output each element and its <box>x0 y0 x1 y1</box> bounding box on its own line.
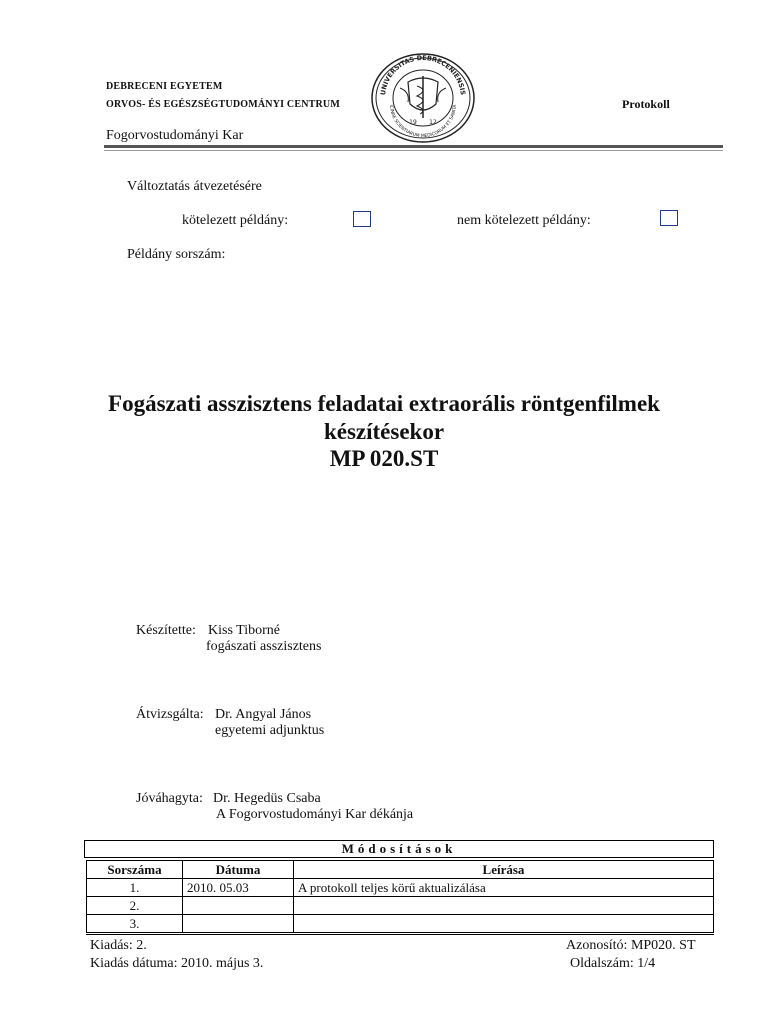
seal-inner-text: ICINAE SCIENTIARUM MEDICORUM ET SANITA <box>387 104 459 140</box>
university-name: DEBRECENI EGYETEM <box>106 81 223 92</box>
header-divider-thin <box>104 150 723 151</box>
table-row <box>87 879 714 897</box>
document-identifier: Azonosító: MP020. ST <box>566 938 696 953</box>
row-description <box>294 897 714 915</box>
document-code: MP 020.ST <box>329 446 439 471</box>
row-number: 3. <box>87 915 183 933</box>
approved-name: Dr. Hegedüs Csaba <box>213 791 321 806</box>
table-row <box>87 915 714 933</box>
column-header: Leírása <box>294 861 714 879</box>
optional-label: nem kötelezett példány: <box>457 213 591 228</box>
prepared-name: Kiss Tiborné <box>208 623 280 638</box>
column-header: Dátuma <box>183 861 294 879</box>
reviewed-name: Dr. Angyal János <box>215 707 312 722</box>
table-row <box>87 897 714 915</box>
centre-name: ORVOS- ÉS EGÉSZSÉGTUDOMÁNYI CENTRUM <box>106 99 340 110</box>
seal-year-right: 12 <box>429 119 437 126</box>
document-title-line2: készítésekor <box>323 419 445 444</box>
row-date <box>183 897 294 915</box>
seal-outer-text: UNIVERSITAS DEBRECENIENSIS <box>379 53 467 96</box>
reviewed-label: Átvizsgálta: <box>136 707 204 722</box>
reviewed-role: egyetemi adjunktus <box>215 723 325 738</box>
document-title-line1: Fogászati asszisztens feladatai extraorális röntgenfilmek <box>108 391 660 416</box>
modifications-table <box>86 860 714 933</box>
row-date <box>183 915 294 933</box>
row-description <box>294 915 714 933</box>
page-number: Oldalszám: 1/4 <box>570 956 656 971</box>
approved-role: A Fogorvostudományi Kar dékánja <box>216 807 414 822</box>
mandatory-checkbox[interactable] <box>353 211 371 227</box>
prepared-role: fogászati asszisztens <box>206 639 322 654</box>
row-description: A protokoll teljes körű aktualizálása <box>294 879 714 897</box>
row-date: 2010. 05.03 <box>183 879 294 897</box>
optional-checkbox[interactable] <box>660 210 678 226</box>
prepared-label: Készítette: <box>136 623 196 638</box>
faculty-name: Fogorvostudományi Kar <box>106 128 244 143</box>
change-heading: Változtatás átvezetésére <box>127 179 262 194</box>
table-header-row <box>87 861 714 879</box>
header-divider <box>104 145 723 148</box>
edition-date: Kiadás dátuma: 2010. május 3. <box>90 956 264 971</box>
modifications-title: Módosítások <box>84 840 714 858</box>
column-header: Sorszáma <box>87 861 183 879</box>
doc-type: Protokoll <box>622 97 670 111</box>
approved-label: Jóváhagyta: <box>136 791 203 806</box>
seal-year-left: 19 <box>409 119 417 126</box>
edition: Kiadás: 2. <box>90 938 147 953</box>
footer-divider <box>86 934 714 935</box>
university-seal-icon <box>370 52 476 144</box>
row-number: 1. <box>87 879 183 897</box>
mandatory-label: kötelezett példány: <box>182 213 289 228</box>
row-number: 2. <box>87 897 183 915</box>
copy-number-label: Példány sorszám: <box>127 247 226 262</box>
